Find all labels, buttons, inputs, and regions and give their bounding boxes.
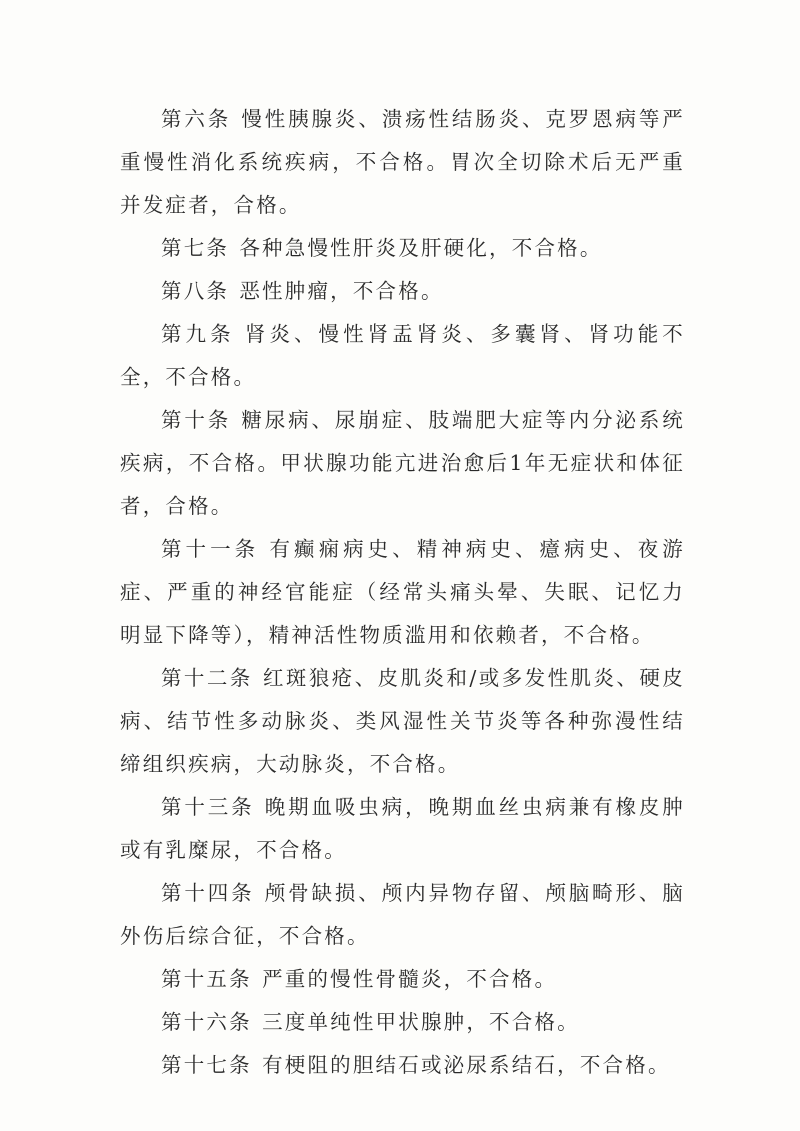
article-12 <box>120 657 685 786</box>
article-text: 颅骨缺损、颅内异物存留、颅脑畸形、脑外伤后综合征，不合格。 <box>120 881 685 948</box>
article-label: 第七条 <box>161 236 230 260</box>
article-label: 第六条 <box>161 107 232 131</box>
article-8 <box>120 270 685 313</box>
article-label: 第十一条 <box>161 537 260 561</box>
article-11 <box>120 528 685 657</box>
article-text: 各种急慢性肝炎及肝硬化，不合格。 <box>239 236 603 260</box>
article-label: 第九条 <box>161 322 235 346</box>
article-text: 三度单纯性甲状腺肿，不合格。 <box>262 1010 580 1034</box>
article-7 <box>120 227 685 270</box>
article-10 <box>120 399 685 528</box>
article-label: 第十条 <box>161 408 232 432</box>
article-label: 第十二条 <box>161 666 253 690</box>
article-text: 严重的慢性骨髓炎，不合格。 <box>262 967 558 991</box>
article-text: 有癫痫病史、精神病史、癔病史、夜游症、严重的神经官能症（经常头痛头晕、失眠、记忆力明显下降等），精神活性物质滥用和依赖者，不合格。 <box>120 537 685 647</box>
article-text: 肾炎、慢性肾盂肾炎、多囊肾、肾功能不全，不合格。 <box>120 322 685 389</box>
article-16 <box>120 1001 685 1044</box>
article-17 <box>120 1044 685 1087</box>
article-6 <box>120 98 685 227</box>
article-label: 第十七条 <box>161 1053 252 1077</box>
article-text: 恶性肿瘤，不合格。 <box>239 279 444 303</box>
article-label: 第十四条 <box>161 881 255 905</box>
article-text: 晚期血吸虫病，晚期血丝虫病兼有橡皮肿或有乳糜尿，不合格。 <box>120 795 685 862</box>
article-14 <box>120 872 685 958</box>
article-label: 第十六条 <box>161 1010 252 1034</box>
article-15 <box>120 958 685 1001</box>
article-label: 第八条 <box>161 279 230 303</box>
article-text: 慢性胰腺炎、溃疡性结肠炎、克罗恩病等严重慢性消化系统疾病，不合格。胃次全切除术后无严重并发症者，合格。 <box>120 107 685 217</box>
article-text: 红斑狼疮、皮肌炎和/或多发性肌炎、硬皮病、结节性多动脉炎、类风湿性关节炎等各种弥漫性结缔组织疾病，大动脉炎，不合格。 <box>120 666 685 776</box>
article-list <box>120 98 685 1087</box>
article-9 <box>120 313 685 399</box>
article-text: 有梗阻的胆结石或泌尿系结石，不合格。 <box>262 1053 671 1077</box>
article-13 <box>120 786 685 872</box>
article-text: 糖尿病、尿崩症、肢端肥大症等内分泌系统疾病，不合格。甲状腺功能亢进治愈后1年无症状和体征者，合格。 <box>120 408 685 518</box>
article-label: 第十五条 <box>161 967 252 991</box>
article-label: 第十三条 <box>161 795 255 819</box>
